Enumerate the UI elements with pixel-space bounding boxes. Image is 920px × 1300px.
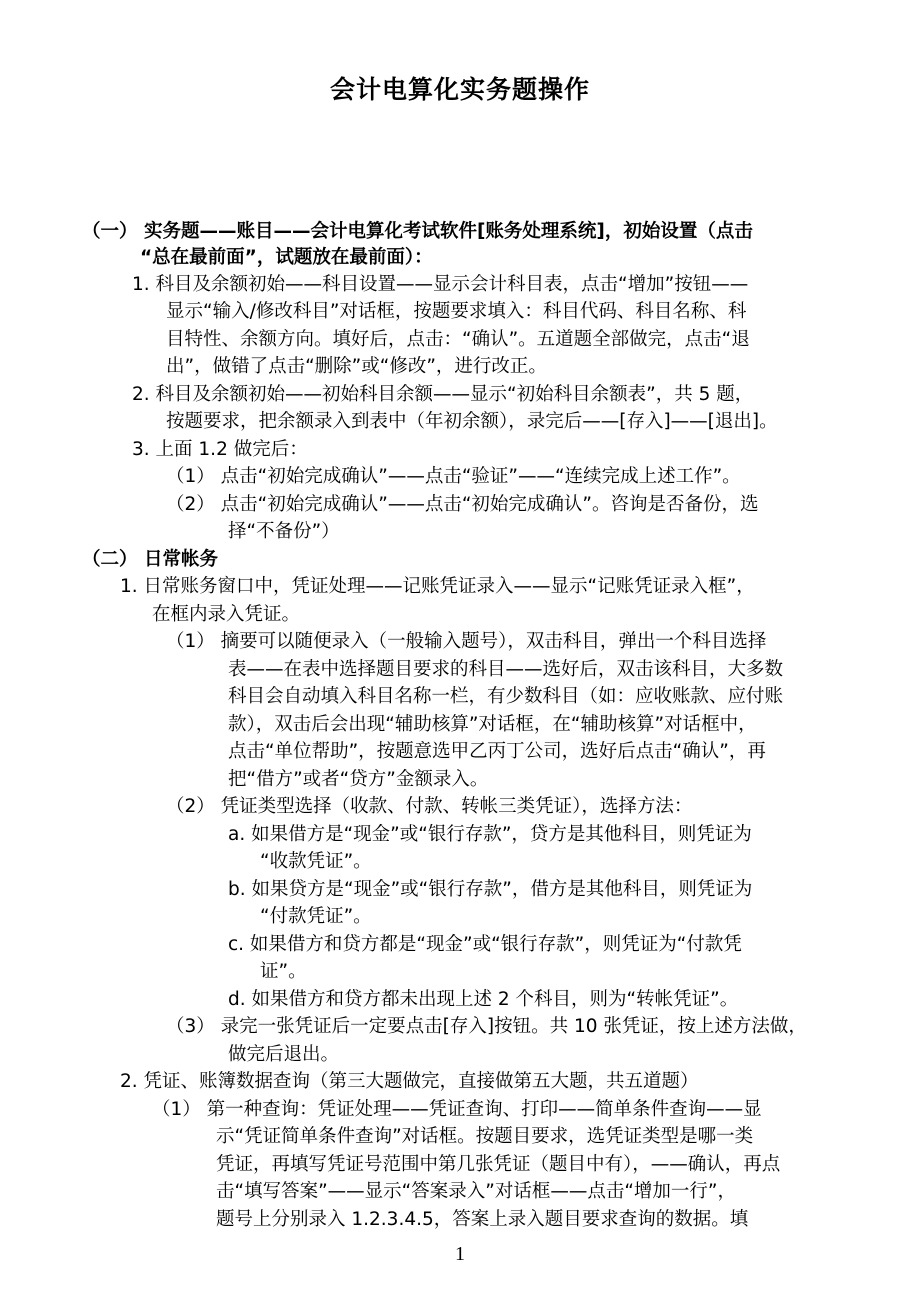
text-line: “付款凭证”。	[260, 906, 372, 927]
text-line: 2. 科目及余额初始——初始科目余额——显示“初始科目余额表”，共 5 题，	[132, 384, 754, 405]
text-line: （二） 日常帐务	[82, 549, 218, 570]
text-line: 科目会自动填入科目名称一栏，有少数科目（如：应收账款、应付账	[228, 686, 784, 707]
text-line: 按题要求，把余额录入到表中（年初余额），录完后——[存入]——[退出]。	[166, 411, 778, 432]
text-line: （1） 点击“初始完成确认”——点击“验证”——“连续完成上述工作”。	[166, 466, 741, 487]
text-line: 把“借方”或者“贷方”金额录入。	[228, 769, 489, 790]
text-line: （3） 录完一张凭证后一定要点击[存入]按钮。共 10 张凭证，按上述方法做，	[166, 1016, 807, 1037]
text-line: （2） 点击“初始完成确认”——点击“初始完成确认”。咨询是否备份，选	[166, 494, 759, 515]
text-line: 示“凭证简单条件查询”对话框。按题目要求，选凭证类型是哪一类	[216, 1126, 754, 1147]
text-line: c. 如果借方和贷方都是“现金”或“银行存款”，则凭证为“付款凭	[228, 934, 742, 955]
text-line: 证”。	[260, 961, 307, 982]
text-line: 2. 凭证、账簿数据查询（第三大题做完，直接做第五大题，共五道题）	[120, 1071, 699, 1092]
text-line: 做完后退出。	[228, 1044, 340, 1065]
page-number: 1	[455, 1243, 465, 1265]
text-line: a. 如果借方是“现金”或“银行存款”，贷方是其他科目，则凭证为	[228, 824, 752, 845]
text-line: 凭证，再填写凭证号范围中第几张凭证（题目中有），——确认，再点	[216, 1154, 781, 1175]
text-line: （1） 摘要可以随便录入（一般输入题号），双击科目，弹出一个科目选择	[166, 631, 767, 652]
text-line: 在框内录入凭证。	[152, 604, 301, 625]
text-line: 择“不备份”）	[228, 521, 340, 542]
text-line: （1） 第一种查询：凭证处理——凭证查询、打印——简单条件查询——显	[152, 1099, 762, 1120]
text-line: 出”，做错了点击“删除”或“修改”，进行改正。	[166, 356, 547, 377]
text-line: 题号上分别录入 1.2.3.4.5，答案上录入题目要求查询的数据。填	[216, 1209, 749, 1230]
text-line: 3. 上面 1.2 做完后：	[132, 439, 308, 460]
document-title: 会计电算化实务题操作	[329, 75, 590, 104]
text-line: 1. 科目及余额初始——科目设置——显示会计科目表，点击“增加”按钮——	[132, 274, 749, 295]
text-line: 目特性、余额方向。填好后，点击：“确认”。五道题全部做完，点击“退	[166, 329, 750, 350]
text-line: 显示“输入/修改科目”对话框，按题要求填入：科目代码、科目名称、科	[166, 301, 747, 322]
text-line: “收款凭证”。	[260, 851, 372, 872]
text-line: b. 如果贷方是“现金”或“银行存款”，借方是其他科目，则凭证为	[228, 879, 753, 900]
text-line: （一） 实务题——账目——会计电算化考试软件[账务处理系统]，初始设置（点击	[82, 221, 753, 242]
text-line: d. 如果借方和贷方都未出现上述 2 个科目，则为“转帐凭证”。	[228, 989, 739, 1010]
text-line: 款），双击后会出现“辅助核算”对话框，在“辅助核算”对话框中，	[228, 714, 757, 735]
text-line: 表——在表中选择题目要求的科目——选好后，双击该科目，大多数	[228, 659, 784, 680]
text-line: （2） 凭证类型选择（收款、付款、转帐三类凭证），选择方法：	[166, 796, 693, 817]
text-line: 点击“单位帮助”，按题意选甲乙丙丁公司，选好后点击“确认”，再	[228, 741, 766, 762]
text-line: 1. 日常账务窗口中，凭证处理——记账凭证录入——显示“记账凭证录入框”，	[120, 576, 755, 597]
text-line: “总在最前面”，试题放在最前面）：	[140, 247, 433, 268]
text-line: 击“填写答案”——显示“答案录入”对话框——点击“增加一行”，	[216, 1181, 737, 1202]
